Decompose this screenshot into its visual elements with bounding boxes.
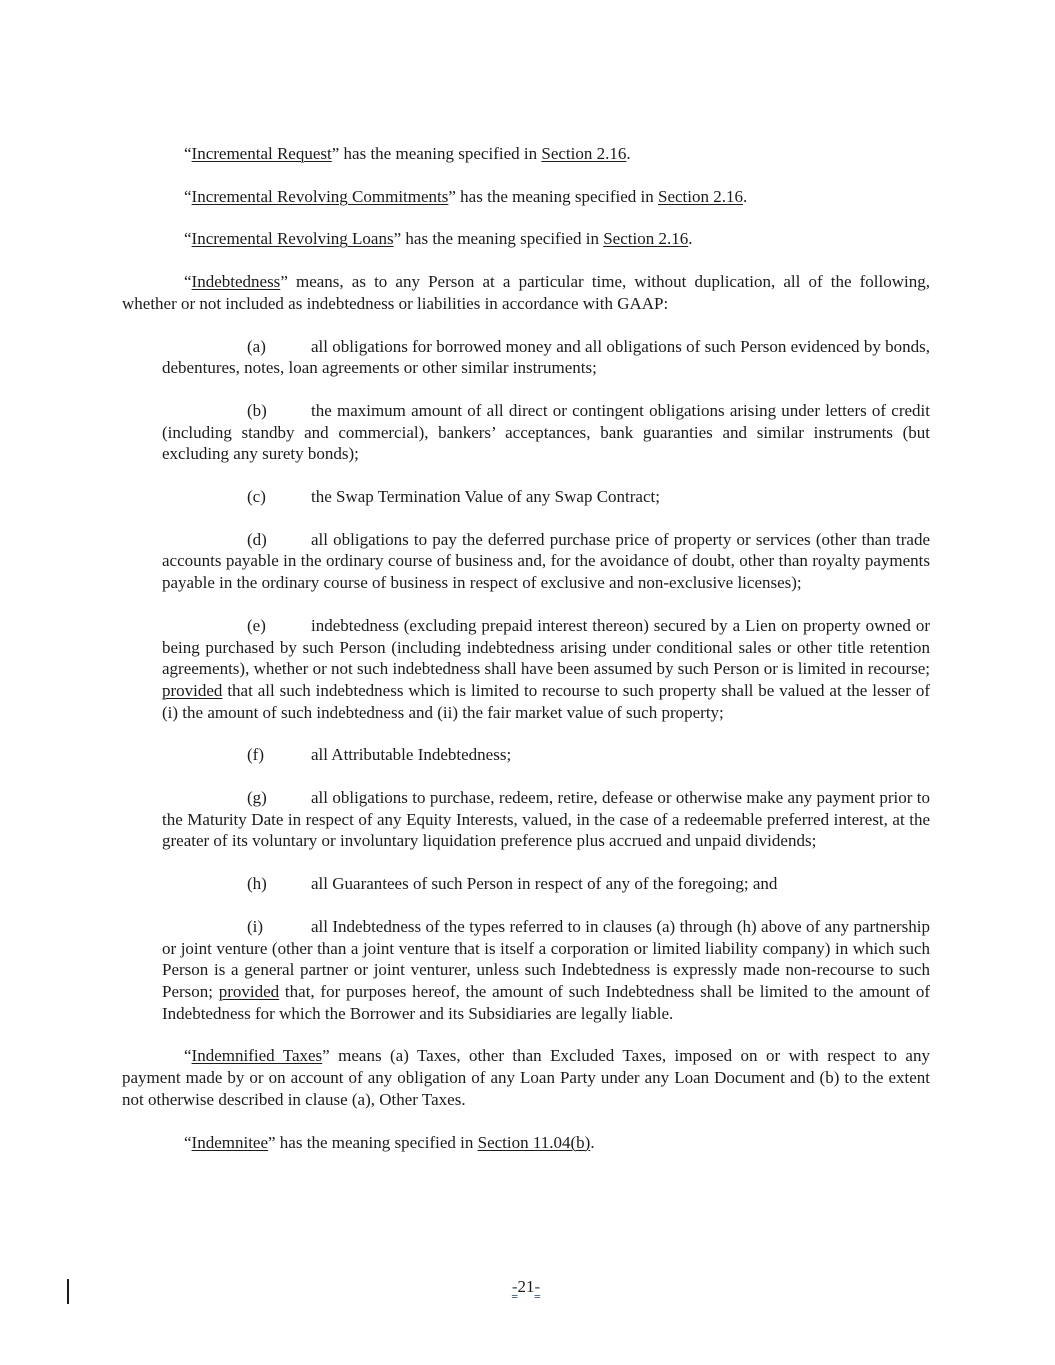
page-number-inserted-dash-right: -	[534, 1277, 541, 1296]
underlined-term: Section 2.16	[541, 144, 627, 163]
text-run: ” means (a) Taxes, other than Excluded Taxes, imposed on or with respect to any payment made by or on account of any obligation of any Loan Party under any Loan Document and (b) to the extent not otherwise described in clause (a), Other Taxes.	[122, 1046, 930, 1109]
text-run: .	[688, 229, 693, 249]
underlined-term: Indemnitee	[191, 1132, 269, 1152]
definition-indemnified-taxes	[122, 1045, 930, 1110]
text-run: .	[590, 1132, 595, 1152]
definition-incremental-request	[122, 143, 930, 165]
clause-d	[162, 529, 930, 594]
underlined-term: Incremental Request	[191, 144, 332, 163]
text-run: all Guarantees of such Person in respect of any of the foregoing; and	[311, 874, 778, 894]
clause-letter: (i)	[247, 916, 264, 936]
page-footer	[122, 1276, 930, 1298]
text-run: “	[184, 144, 192, 163]
clause-letter: (e)	[247, 615, 266, 635]
clause-a	[162, 336, 930, 379]
definition-incremental-revolving-loans	[122, 228, 930, 250]
text-run: ” has the meaning specified in	[331, 144, 542, 163]
definition-indebtedness	[122, 271, 930, 314]
clause-letter: (f)	[247, 745, 264, 765]
text-run: “	[184, 186, 192, 206]
clause-g	[162, 787, 930, 852]
text-run: .	[743, 186, 748, 206]
text-run: indebtedness (excluding prepaid interest thereon) secured by a Lien on property owned or being purchased by such Person (including indebtedness arising under conditional sales or other title retention agreements), whether or not such indebtedness shall have been assumed by such Person or is limited in recourse;	[162, 615, 930, 679]
definition-indemnitee	[122, 1132, 930, 1154]
text-run: ” means, as to any Person at a particular time, without duplication, all of the following, whether or not included as indebtedness or liabilities in accordance with GAAP:	[122, 272, 930, 313]
clause-b	[162, 400, 930, 465]
text-run: the Swap Termination Value of any Swap Contract;	[311, 487, 660, 507]
text-run: ” has the meaning specified in	[393, 229, 604, 249]
text-run: all Attributable Indebtedness;	[311, 745, 512, 765]
text-run: all Indebtedness of the types referred to in clauses (a) through (h) above of any partnership or joint venture (other than a joint venture that is itself a corporation or limited liability company) in which such Person is a general partner or joint venturer, unless such Indebtedness is expressly made non-recourse to such Person;	[162, 916, 930, 1001]
underlined-term: Incremental Revolving Commitments	[191, 186, 449, 206]
text-run: all obligations to purchase, redeem, retire, defease or otherwise make any payment prior to the Maturity Date in respect of any Equity Interests, valued, in the case of a redeemable preferred interest, at the greater of its voluntary or involuntary liquidation preference plus accrued and unpaid dividends;	[162, 788, 930, 851]
underlined-term: Section 2.16	[603, 229, 689, 249]
clause-letter: (d)	[247, 529, 267, 549]
text-run: ” has the meaning specified in	[448, 186, 658, 206]
text-run: that all such indebtedness which is limited to recourse to such property shall be valued at the lesser of (i) the amount of such indebtedness and (ii) the fair market value of such property;	[162, 680, 930, 722]
clause-letter: (a)	[247, 336, 266, 356]
clause-letter: (c)	[247, 487, 266, 507]
underlined-term: Indemnified Taxes	[191, 1046, 323, 1066]
page-number-inserted-dash-left: -	[511, 1277, 518, 1296]
text-run: “	[184, 1132, 192, 1152]
text-run: ” has the meaning specified in	[268, 1132, 478, 1152]
clause-letter: (h)	[247, 874, 267, 894]
underlined-term: Incremental Revolving Loans	[191, 229, 394, 249]
text-run: “	[184, 272, 192, 292]
clause-e	[162, 615, 930, 724]
text-run: the maximum amount of all direct or contingent obligations arising under letters of credit (including standby and commercial), bankers’ acceptances, bank guaranties and similar instruments (but excluding any surety bonds);	[162, 400, 930, 464]
underlined-term: Section 2.16	[658, 186, 743, 206]
clause-i	[162, 916, 930, 1025]
text-run: all obligations to pay the deferred purchase price of property or services (other than trade accounts payable in the ordinary course of business and, for the avoidance of doubt, other than royalty payments payable in the ordinary course of business in respect of exclusive and non-exclusive licenses);	[162, 529, 930, 593]
definition-incremental-revolving-commitments	[122, 186, 930, 208]
page-number: 21	[517, 1277, 535, 1296]
underlined-term: provided	[162, 680, 223, 700]
underlined-term: Indebtedness	[191, 272, 281, 292]
text-run: “	[184, 1046, 192, 1066]
text-run: all obligations for borrowed money and all obligations of such Person evidenced by bonds, debentures, notes, loan agreements or other similar instruments;	[162, 336, 930, 378]
clause-letter: (g)	[247, 788, 267, 808]
clause-h	[162, 873, 930, 895]
underlined-term: provided	[218, 981, 280, 1001]
revision-change-bar	[67, 1279, 69, 1304]
clause-f	[162, 744, 930, 766]
clause-letter: (b)	[247, 400, 267, 420]
document-body	[122, 143, 930, 1174]
text-run: “	[184, 229, 192, 249]
clause-c	[162, 486, 930, 508]
underlined-term: Section 11.04(b)	[477, 1132, 591, 1152]
text-run: .	[626, 144, 631, 163]
text-run: that, for purposes hereof, the amount of such Indebtedness shall be limited to the amount of Indebtedness for which the Borrower and its Subsidiaries are legally liable.	[162, 981, 930, 1023]
